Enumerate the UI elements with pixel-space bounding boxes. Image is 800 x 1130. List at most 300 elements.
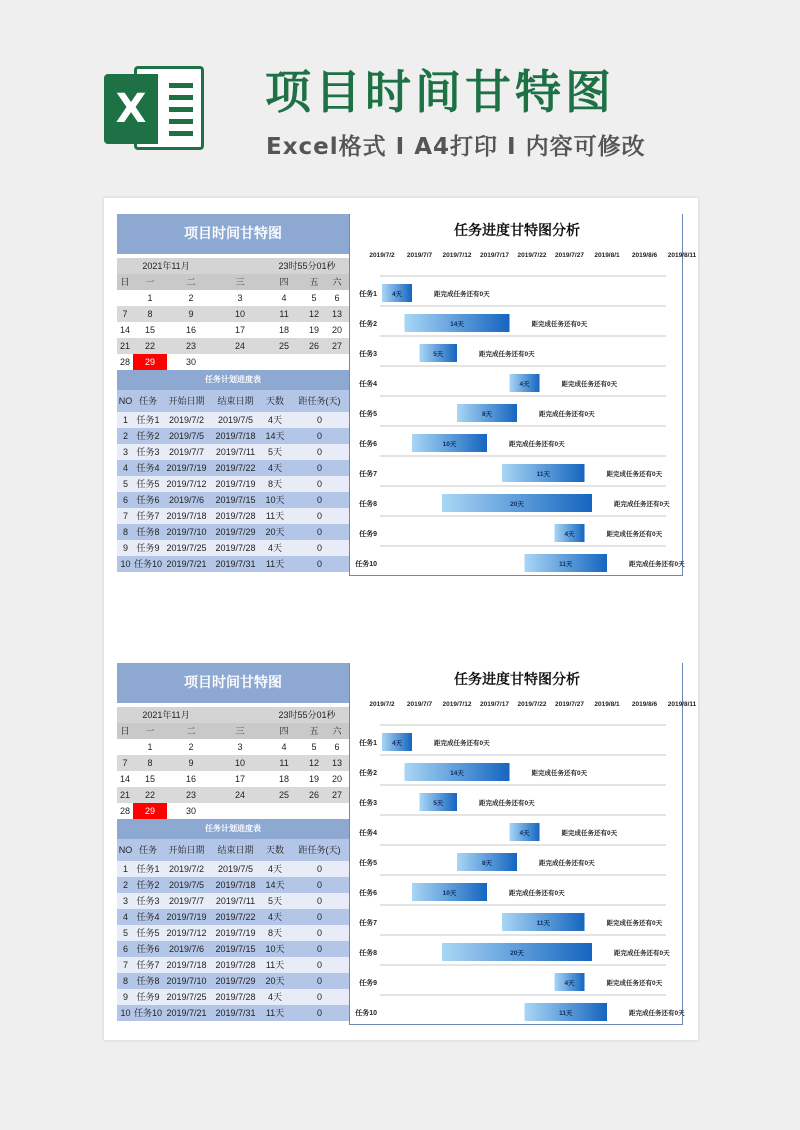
table-cell: 11天: [260, 556, 290, 572]
task-label: 任务3: [359, 800, 377, 807]
table-cell: 14天: [260, 877, 290, 893]
column-header: 开始日期: [162, 390, 211, 412]
calendar-day-cell: 20: [325, 771, 349, 787]
x-tick-label: 2019/7/12: [442, 252, 472, 259]
table-row: [117, 540, 349, 556]
calendar-day-cell: 6: [325, 290, 349, 306]
column-header: NO: [117, 390, 134, 412]
weekday-cell: 六: [325, 723, 349, 739]
plan-body: [117, 861, 349, 1021]
calendar-day-cell: 7: [117, 755, 133, 771]
calendar-day-cell: 4: [265, 290, 303, 306]
calendar-table: [117, 258, 349, 370]
table-cell: 2019/7/22: [211, 460, 260, 476]
x-tick-label: 2019/7/27: [555, 701, 584, 708]
table-cell: 任务9: [134, 989, 162, 1005]
table-cell: 2019/7/7: [162, 444, 211, 460]
table-cell: 任务5: [134, 476, 162, 492]
remaining-label: 距完成任务还有0天: [479, 800, 535, 807]
calendar-day-cell: 24: [215, 338, 265, 354]
table-row: [117, 460, 349, 476]
table-cell: 2019/7/25: [162, 989, 211, 1005]
table-cell: 2: [117, 428, 134, 444]
task-label: 任务1: [359, 291, 377, 298]
chart-title: 任务进度甘特图分析: [454, 223, 580, 239]
table-row: [117, 989, 349, 1005]
column-header: 任务: [134, 839, 162, 861]
table-cell: 0: [290, 973, 349, 989]
calendar-day-cell: 16: [167, 322, 215, 338]
calendar-day-cell: 21: [117, 787, 133, 803]
table-row: [117, 476, 349, 492]
table-cell: 2019/7/31: [211, 556, 260, 572]
left-panel: [117, 214, 349, 572]
task-label: 任务2: [359, 321, 377, 328]
remaining-label: 距完成任务还有0天: [539, 411, 595, 418]
table-cell: 4: [117, 909, 134, 925]
remaining-label: 距完成任务还有0天: [561, 830, 618, 837]
table-row: [117, 909, 349, 925]
calendar-day-cell: 19: [303, 322, 325, 338]
weekday-cell: 二: [167, 723, 215, 739]
calendar-day-cell: 1: [133, 290, 167, 306]
chart-title: 任务进度甘特图分析: [454, 672, 580, 688]
table-cell: 3: [117, 893, 134, 909]
table-cell: 10天: [260, 941, 290, 957]
table-cell: 2019/7/29: [211, 524, 260, 540]
table-cell: 20天: [260, 524, 290, 540]
calendar-day-cell: [303, 354, 325, 370]
calendar-week-row: [117, 787, 349, 803]
calendar-day-cell: 15: [133, 771, 167, 787]
task-label: 任务2: [359, 770, 377, 777]
x-tick-label: 2019/7/2: [369, 701, 395, 708]
weekday-cell: 五: [303, 723, 325, 739]
table-cell: 0: [290, 540, 349, 556]
remaining-label: 距完成任务还有0天: [509, 890, 565, 897]
table-cell: 7: [117, 957, 134, 973]
task-label: 任务1: [359, 740, 377, 747]
table-cell: 0: [290, 877, 349, 893]
table-row: [117, 492, 349, 508]
table-cell: 2019/7/5: [162, 428, 211, 444]
table-cell: 任务1: [134, 412, 162, 428]
document-sheet: [104, 198, 698, 1040]
table-cell: 2019/7/6: [162, 941, 211, 957]
bar-duration-label: 4天: [519, 381, 530, 388]
task-label: 任务3: [359, 351, 377, 358]
column-header: 距任务(天): [290, 839, 349, 861]
remaining-label: 距完成任务还有0天: [629, 561, 685, 568]
weekday-cell: 二: [167, 274, 215, 290]
remaining-label: 距完成任务还有0天: [606, 531, 663, 538]
table-cell: 0: [290, 925, 349, 941]
calendar-week-row: [117, 803, 349, 819]
table-cell: 2019/7/28: [211, 957, 260, 973]
calendar-week-row: [117, 338, 349, 354]
remaining-label: 距完成任务还有0天: [606, 471, 663, 478]
calendar-day-cell: 10: [215, 306, 265, 322]
plan-title: 任务计划进度表: [117, 819, 349, 839]
table-cell: 0: [290, 492, 349, 508]
remaining-label: 距完成任务还有0天: [531, 770, 588, 777]
calendar-week-row: [117, 322, 349, 338]
gantt-chart: [350, 663, 697, 1025]
calendar-day-cell: 10: [215, 755, 265, 771]
table-cell: 11天: [260, 1005, 290, 1021]
calendar-day-cell: [215, 803, 265, 819]
calendar-day-cell: 8: [133, 755, 167, 771]
remaining-label: 距完成任务还有0天: [606, 920, 663, 927]
table-cell: 2019/7/6: [162, 492, 211, 508]
table-cell: 2019/7/28: [211, 508, 260, 524]
calendar-day-cell: 29: [133, 354, 167, 370]
table-cell: 任务1: [134, 861, 162, 877]
table-row: [117, 957, 349, 973]
calendar-day-cell: 27: [325, 338, 349, 354]
table-cell: 8天: [260, 925, 290, 941]
table-cell: 5: [117, 476, 134, 492]
sheet-title: 项目时间甘特图: [117, 663, 349, 703]
weekday-cell: 一: [133, 723, 167, 739]
calendar-day-cell: [303, 803, 325, 819]
table-cell: 任务4: [134, 909, 162, 925]
left-panel: [117, 663, 349, 1021]
calendar-day-cell: [325, 354, 349, 370]
gantt-chart: [350, 214, 697, 576]
weekday-cell: 一: [133, 274, 167, 290]
calendar-day-cell: 26: [303, 338, 325, 354]
table-row: [117, 893, 349, 909]
table-cell: 任务10: [134, 556, 162, 572]
weekday-cell: 五: [303, 274, 325, 290]
table-cell: 任务3: [134, 444, 162, 460]
table-cell: 9: [117, 540, 134, 556]
calendar-day-cell: 24: [215, 787, 265, 803]
gantt-block: [117, 214, 697, 594]
x-tick-label: 2019/8/6: [631, 252, 658, 259]
remaining-label: 距完成任务还有0天: [531, 321, 588, 328]
calendar-day-cell: 30: [167, 354, 215, 370]
table-row: [117, 412, 349, 428]
calendar-day-cell: 22: [133, 338, 167, 354]
gantt-block: [117, 663, 697, 1043]
column-header: NO: [117, 839, 134, 861]
table-row: [117, 428, 349, 444]
calendar-day-cell: [117, 739, 133, 755]
calendar-day-cell: [325, 803, 349, 819]
x-tick-label: 2019/8/11: [667, 252, 697, 259]
x-tick-label: 2019/7/22: [517, 252, 547, 259]
page-subtitle: Excel格式 I A4打印 I 内容可修改: [266, 134, 646, 160]
calendar-day-cell: 8: [133, 306, 167, 322]
task-label: 任务7: [359, 920, 377, 927]
bar-duration-label: 20天: [510, 950, 524, 957]
table-cell: 2019/7/28: [211, 540, 260, 556]
column-header: 结束日期: [211, 390, 260, 412]
bar-duration-label: 14天: [450, 321, 464, 328]
calendar-day-cell: [215, 354, 265, 370]
task-label: 任务4: [359, 830, 377, 837]
table-cell: 5: [117, 925, 134, 941]
table-cell: 任务5: [134, 925, 162, 941]
table-cell: 5天: [260, 444, 290, 460]
gantt-chart-panel: [349, 214, 697, 576]
time-label: 23时55分01秒: [265, 258, 349, 274]
table-cell: 任务9: [134, 540, 162, 556]
bar-duration-label: 5天: [433, 800, 444, 807]
x-tick-label: 2019/8/6: [631, 701, 658, 708]
calendar-day-cell: 25: [265, 787, 303, 803]
table-row: [117, 861, 349, 877]
table-row: [117, 877, 349, 893]
calendar-week-row: [117, 755, 349, 771]
table-cell: 0: [290, 1005, 349, 1021]
calendar-week-row: [117, 290, 349, 306]
table-cell: 2019/7/18: [162, 508, 211, 524]
table-cell: 2019/7/25: [162, 540, 211, 556]
column-header: 结束日期: [211, 839, 260, 861]
table-cell: 0: [290, 941, 349, 957]
table-cell: 2019/7/21: [162, 1005, 211, 1021]
table-cell: 0: [290, 428, 349, 444]
column-header: 任务: [134, 390, 162, 412]
remaining-label: 距完成任务还有0天: [479, 351, 535, 358]
calendar-day-cell: 3: [215, 739, 265, 755]
plan-title: 任务计划进度表: [117, 370, 349, 390]
weekday-cell: 日: [117, 274, 133, 290]
calendar-day-cell: 17: [215, 771, 265, 787]
calendar-day-cell: 17: [215, 322, 265, 338]
table-cell: 5天: [260, 893, 290, 909]
plan-header-row: [117, 390, 349, 412]
bar-duration-label: 11天: [559, 1010, 573, 1017]
table-cell: 2019/7/12: [162, 925, 211, 941]
remaining-label: 距完成任务还有0天: [509, 441, 565, 448]
task-label: 任务8: [359, 501, 377, 508]
calendar-day-cell: 14: [117, 771, 133, 787]
month-label: 2021年11月: [117, 258, 215, 274]
table-cell: 10天: [260, 492, 290, 508]
table-cell: 任务2: [134, 877, 162, 893]
table-cell: 0: [290, 861, 349, 877]
table-cell: 0: [290, 957, 349, 973]
table-cell: 任务8: [134, 524, 162, 540]
column-header: 开始日期: [162, 839, 211, 861]
column-header: 天数: [260, 839, 290, 861]
calendar-day-cell: [265, 803, 303, 819]
table-cell: 0: [290, 476, 349, 492]
remaining-label: 距完成任务还有0天: [434, 291, 490, 298]
calendar-week-row: [117, 739, 349, 755]
weekday-cell: 日: [117, 723, 133, 739]
x-tick-label: 2019/7/27: [555, 252, 584, 259]
bar-duration-label: 10天: [442, 441, 457, 448]
calendar-body: [117, 290, 349, 370]
table-cell: 2019/7/18: [162, 957, 211, 973]
remaining-label: 距完成任务还有0天: [614, 501, 670, 508]
table-cell: 任务6: [134, 941, 162, 957]
calendar-week-row: [117, 771, 349, 787]
calendar-day-cell: 11: [265, 306, 303, 322]
bar-duration-label: 10天: [442, 890, 457, 897]
calendar-day-cell: 14: [117, 322, 133, 338]
table-row: [117, 556, 349, 572]
table-cell: 9: [117, 989, 134, 1005]
x-tick-label: 2019/7/7: [406, 701, 433, 708]
table-cell: 2019/7/18: [211, 877, 260, 893]
remaining-label: 距完成任务还有0天: [539, 860, 595, 867]
table-cell: 2019/7/19: [211, 925, 260, 941]
table-cell: 10: [117, 556, 134, 572]
calendar-day-cell: 13: [325, 306, 349, 322]
x-tick-label: 2019/8/11: [667, 701, 697, 708]
task-label: 任务5: [359, 411, 377, 418]
table-row: [117, 941, 349, 957]
calendar-day-cell: 30: [167, 803, 215, 819]
column-header: 天数: [260, 390, 290, 412]
calendar-day-cell: 21: [117, 338, 133, 354]
weekday-row: [117, 274, 349, 290]
bar-duration-label: 4天: [519, 830, 530, 837]
bar-duration-label: 4天: [564, 531, 575, 538]
table-cell: 任务8: [134, 973, 162, 989]
bar-duration-label: 4天: [391, 740, 403, 747]
table-cell: 4天: [260, 412, 290, 428]
table-cell: 任务6: [134, 492, 162, 508]
table-cell: 0: [290, 524, 349, 540]
calendar-week-row: [117, 354, 349, 370]
remaining-label: 距完成任务还有0天: [629, 1010, 685, 1017]
table-cell: 0: [290, 989, 349, 1005]
time-label: 23时55分01秒: [265, 707, 349, 723]
table-cell: 14天: [260, 428, 290, 444]
table-cell: 2019/7/5: [211, 412, 260, 428]
sheet-title: 项目时间甘特图: [117, 214, 349, 254]
calendar-day-cell: 12: [303, 306, 325, 322]
plan-header-row: [117, 839, 349, 861]
task-label: 任务9: [359, 980, 377, 987]
x-tick-label: 2019/7/22: [517, 701, 547, 708]
table-cell: 2019/7/19: [162, 460, 211, 476]
table-cell: 2019/7/10: [162, 973, 211, 989]
bar-duration-label: 11天: [536, 471, 550, 478]
table-cell: 2019/7/15: [211, 941, 260, 957]
table-cell: 10: [117, 1005, 134, 1021]
weekday-cell: 六: [325, 274, 349, 290]
calendar-body: [117, 739, 349, 819]
table-row: [117, 973, 349, 989]
table-cell: 任务2: [134, 428, 162, 444]
table-cell: 1: [117, 412, 134, 428]
table-cell: 3: [117, 444, 134, 460]
table-cell: 2019/7/15: [211, 492, 260, 508]
calendar-day-cell: 28: [117, 354, 133, 370]
table-cell: 4: [117, 460, 134, 476]
calendar-day-cell: 3: [215, 290, 265, 306]
table-cell: 2019/7/19: [162, 909, 211, 925]
calendar-day-cell: 28: [117, 803, 133, 819]
table-cell: 2019/7/31: [211, 1005, 260, 1021]
table-cell: 2019/7/28: [211, 989, 260, 1005]
table-cell: 6: [117, 492, 134, 508]
bar-duration-label: 20天: [510, 501, 524, 508]
table-cell: 任务4: [134, 460, 162, 476]
calendar-day-cell: 5: [303, 739, 325, 755]
table-cell: 2019/7/11: [211, 444, 260, 460]
calendar-day-cell: [265, 354, 303, 370]
calendar-day-cell: 26: [303, 787, 325, 803]
calendar-day-cell: 19: [303, 771, 325, 787]
weekday-cell: 三: [215, 723, 265, 739]
calendar-day-cell: 13: [325, 755, 349, 771]
table-cell: 0: [290, 444, 349, 460]
bar-duration-label: 4天: [391, 291, 403, 298]
calendar-day-cell: 4: [265, 739, 303, 755]
table-cell: 2019/7/19: [211, 476, 260, 492]
table-cell: 2019/7/10: [162, 524, 211, 540]
bar-duration-label: 14天: [450, 770, 464, 777]
bar-duration-label: 11天: [536, 920, 550, 927]
calendar-day-cell: 20: [325, 322, 349, 338]
table-cell: 0: [290, 893, 349, 909]
task-label: 任务5: [359, 860, 377, 867]
table-cell: 7: [117, 508, 134, 524]
bar-duration-label: 11天: [559, 561, 573, 568]
bar-duration-label: 4天: [564, 980, 575, 987]
calendar-day-cell: 22: [133, 787, 167, 803]
task-label: 任务10: [355, 1010, 377, 1017]
page-header: [0, 0, 800, 200]
weekday-cell: 四: [265, 274, 303, 290]
task-label: 任务8: [359, 950, 377, 957]
table-cell: 0: [290, 460, 349, 476]
table-cell: 4天: [260, 861, 290, 877]
calendar-day-cell: 9: [167, 306, 215, 322]
table-cell: 2019/7/7: [162, 893, 211, 909]
calendar-day-cell: 18: [265, 322, 303, 338]
x-tick-label: 2019/7/7: [406, 252, 433, 259]
task-label: 任务6: [359, 890, 377, 897]
table-cell: 2019/7/21: [162, 556, 211, 572]
calendar-day-cell: [117, 290, 133, 306]
calendar-day-cell: 23: [167, 787, 215, 803]
table-cell: 2019/7/22: [211, 909, 260, 925]
plan-table: [117, 839, 349, 1021]
plan-body: [117, 412, 349, 572]
calendar-day-cell: 18: [265, 771, 303, 787]
table-row: [117, 444, 349, 460]
table-cell: 2019/7/12: [162, 476, 211, 492]
task-label: 任务9: [359, 531, 377, 538]
plan-table: [117, 390, 349, 572]
remaining-label: 距完成任务还有0天: [434, 740, 490, 747]
calendar-day-cell: 2: [167, 290, 215, 306]
calendar-day-cell: 7: [117, 306, 133, 322]
bar-duration-label: 8天: [481, 860, 493, 867]
calendar-week-row: [117, 306, 349, 322]
remaining-label: 距完成任务还有0天: [561, 381, 618, 388]
x-tick-label: 2019/7/2: [369, 252, 395, 259]
calendar-day-cell: 16: [167, 771, 215, 787]
table-cell: 11天: [260, 508, 290, 524]
task-label: 任务6: [359, 441, 377, 448]
table-row: [117, 524, 349, 540]
table-cell: 0: [290, 556, 349, 572]
table-cell: 8: [117, 973, 134, 989]
table-cell: 1: [117, 861, 134, 877]
calendar-day-cell: 6: [325, 739, 349, 755]
